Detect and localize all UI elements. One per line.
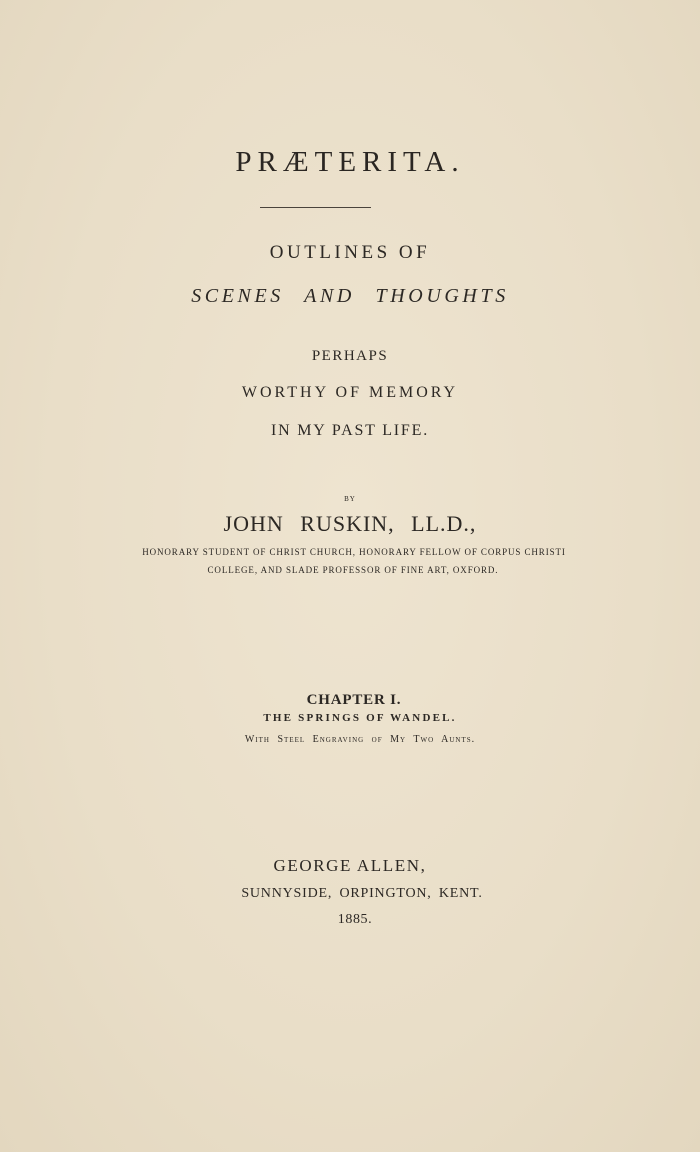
publisher-address: SUNNYSIDE, ORPINGTON, KENT.	[241, 886, 483, 901]
author-credentials-line-2: COLLEGE, AND SLADE PROFESSOR OF FINE ART, OXFORD.	[207, 565, 499, 575]
publication-year: 1885.	[337, 912, 373, 927]
subtitle-line-4: WORTHY OF MEMORY	[241, 384, 459, 401]
subtitle-line-2: SCENES AND THOUGHTS	[191, 285, 509, 307]
author-name: JOHN RUSKIN, LL.D.,	[223, 511, 477, 536]
by-label: BY	[344, 495, 356, 503]
subtitle-line-3: PERHAPS	[311, 348, 389, 364]
chapter-note: With Steel Engraving of My Two Aunts.	[244, 734, 476, 745]
chapter-number: CHAPTER I.	[306, 692, 402, 708]
book-title: PRÆTERITA.	[235, 146, 465, 178]
author-credentials-line-1: HONORARY STUDENT OF CHRIST CHURCH, HONORARY FELLOW OF CORPUS CHRISTI	[142, 547, 566, 557]
chapter-title: THE SPRINGS OF WANDEL.	[263, 712, 457, 724]
subtitle-line-5: IN MY PAST LIFE.	[270, 422, 429, 439]
title-divider	[260, 207, 371, 208]
subtitle-line-1: OUTLINES OF	[269, 242, 431, 263]
publisher-name: GEORGE ALLEN,	[273, 856, 427, 875]
